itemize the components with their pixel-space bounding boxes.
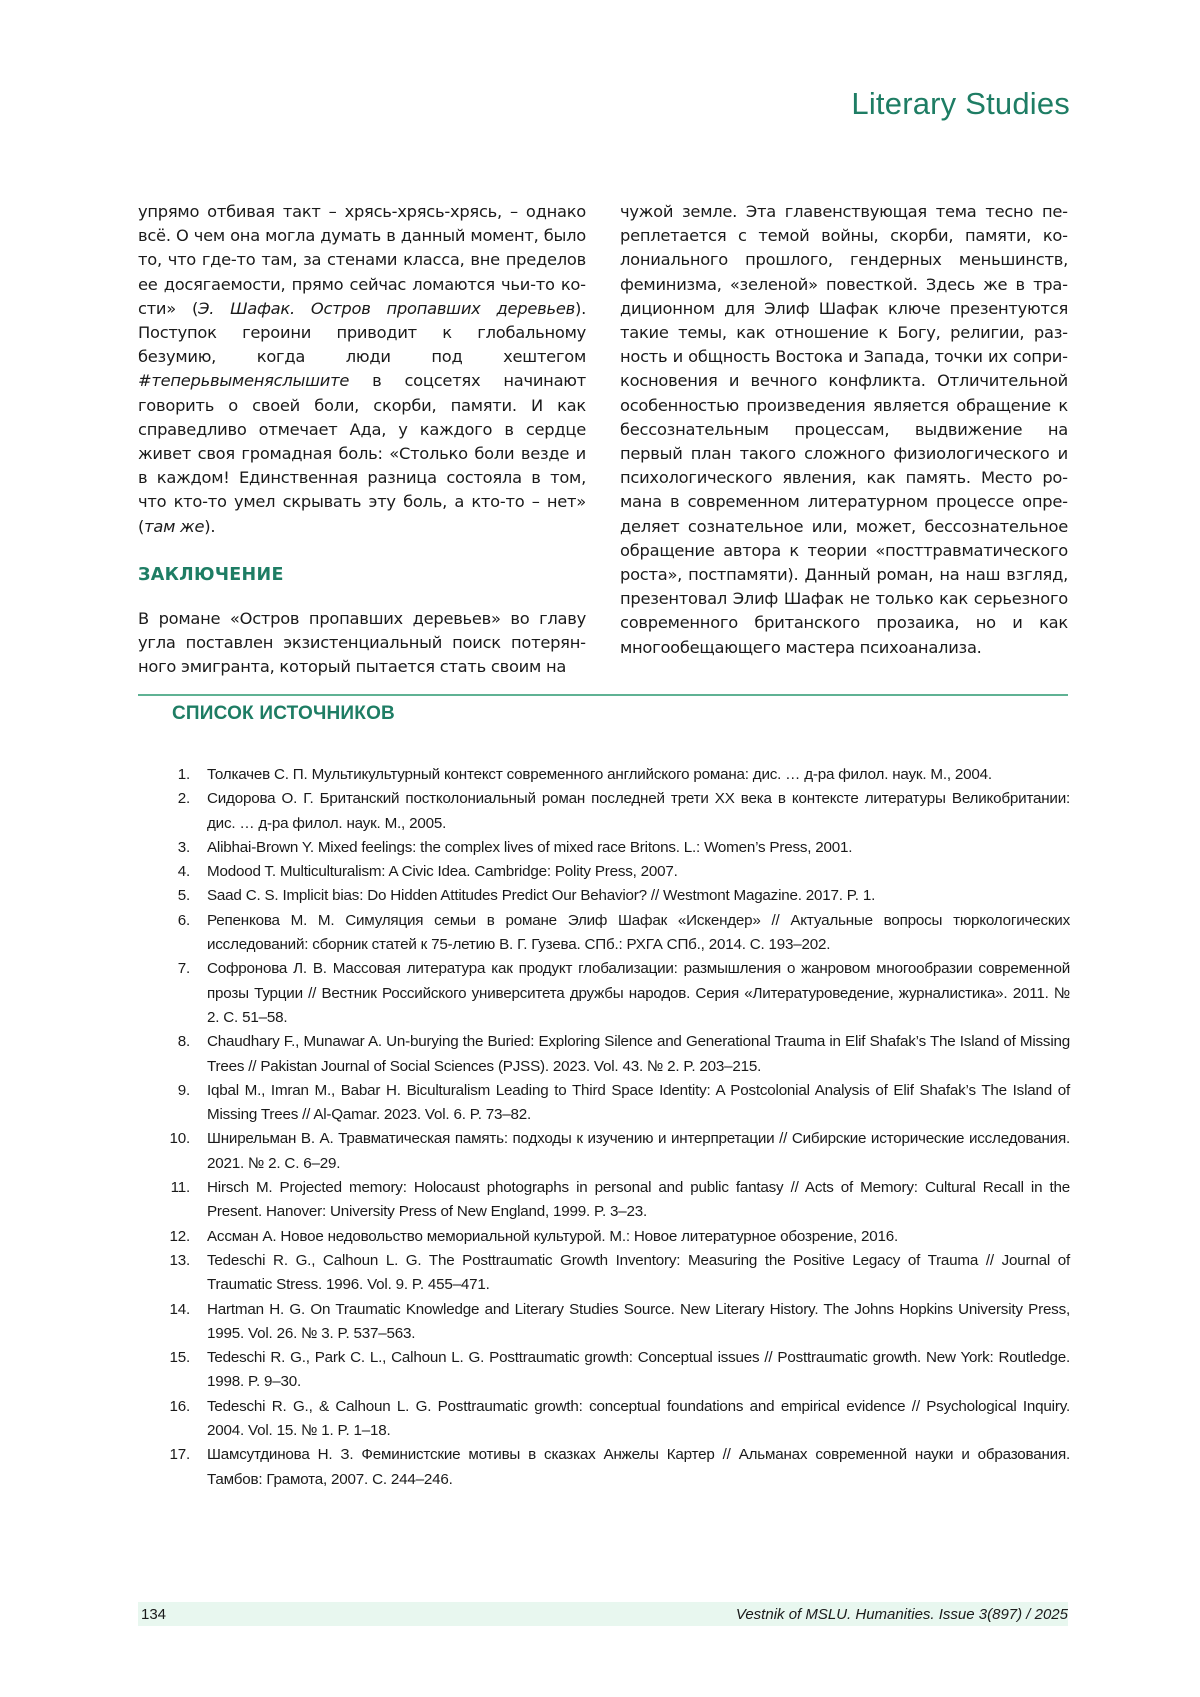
text-segment: упрямо отбивая такт – хрясь-хрясь-хрясь, – однако всё. О чем она могла думать в данный момент, было то, что где-то там, за стенами класса, вне пределов ее досягаемости, прямо сейчас ломаются чьи-то кости» ( — [138, 202, 586, 318]
reference-item — [160, 884, 1070, 908]
left-column — [138, 200, 586, 679]
reference-item — [160, 763, 1070, 787]
reference-item — [160, 1030, 1070, 1079]
reference-number: 1. — [177, 766, 190, 783]
page-footer — [138, 1602, 1068, 1626]
reference-number: 5. — [177, 887, 190, 905]
reference-number: 15. — [169, 1349, 190, 1367]
reference-text: Шнирельман В. А. Травматическая память: подходы к изучению и интерпретации // Сибирские исторические исследования. 2021. № 2. С. 6–29. — [207, 1130, 1070, 1172]
text-segment: в соцсетях начинают говорить о своей боли, скорби, памяти. И как справедливо отмечает Ада, у каждого в сердце живет своя громадная боль: «Столько боли везде и в каждом! Единственная разница состояла в том, что кто-то умел скрывать эту боль, а кто-то – нет» ( — [138, 371, 586, 536]
reference-item — [160, 1298, 1070, 1347]
text-segment: ). — [204, 516, 216, 536]
reference-text: Шамсутдинова Н. З. Феминистские мотивы в сказках Анжелы Картер // Альманах современной науки и образования. Тамбов: Грамота, 2007. С. 244–246. — [207, 1446, 1070, 1488]
reference-number: 12. — [169, 1227, 190, 1245]
reference-number: 4. — [177, 863, 190, 881]
reference-text: Толкачев С. П. Мультикультурный контекст современного английского романа: дис. … д-ра филол. наук. М., 2004. — [207, 766, 992, 783]
reference-item — [160, 1127, 1070, 1176]
journal-citation: Vestnik of MSLU. Humanities. Issue 3(897) / 2025 — [735, 1605, 1068, 1623]
reference-number: 8. — [177, 1033, 190, 1051]
reference-text: Hirsch M. Projected memory: Holocaust photographs in personal and public fantasy // Acts of Memory: Cultural Recall in the Present. Hanover: University Press of New England, 1999. P. 3–23. — [207, 1179, 1070, 1221]
reference-number: 13. — [169, 1251, 190, 1269]
citation-source: Э. Шафак. Остров пропавших деревьев — [198, 298, 575, 318]
running-head: Literary Studies — [851, 86, 1070, 121]
references-heading: СПИСОК ИСТОЧНИКОВ — [172, 703, 395, 724]
reference-text: Modood T. Multiculturalism: A Civic Idea. Cambridge: Polity Press, 2007. — [207, 863, 678, 881]
reference-text: Сидорова О. Г. Британский постколониальный роман последней трети XX века в контексте литературы Великобритании: дис. … д-ра филол. наук. М., 2005. — [207, 790, 1070, 832]
ibid-citation: там же — [144, 516, 205, 536]
reference-item — [160, 909, 1070, 958]
reference-text: Репенкова М. М. Симуляция семьи в романе Элиф Шафак «Искендер» // Актуальные вопросы тюркологических исследований: сборник статей к 75-летию В. Г. Гузева. СПб.: РХГА СПб., 2014. С. 193–202. — [207, 911, 1070, 954]
right-column — [620, 200, 1068, 679]
reference-text: Chaudhary F., Munawar A. Un-burying the Buried: Exploring Silence and Generational Trauma in Elif Shafak’s The Island of Missing Trees // Pakistan Journal of Social Sciences (PJSS). 2023. Vol. 43. № 2. P. 203–215. — [207, 1033, 1070, 1075]
body-paragraph — [138, 200, 586, 539]
reference-number: 11. — [170, 1179, 190, 1197]
reference-item — [160, 1346, 1070, 1395]
reference-item — [160, 860, 1070, 884]
reference-item — [160, 787, 1070, 836]
reference-item — [160, 836, 1070, 860]
page-number: 134 — [141, 1605, 167, 1623]
reference-number: 2. — [177, 790, 190, 808]
reference-text: Софронова Л. В. Массовая литература как продукт глобализации: размышления о жанровом многообразии современной прозы Турции // Вестник Российского университета дружбы народов. Серия «Литературоведение, журналистика». 2011. № 2. С. 51–58. — [207, 960, 1070, 1026]
reference-item — [160, 1395, 1070, 1444]
reference-number: 9. — [177, 1081, 190, 1099]
reference-number: 6. — [177, 911, 190, 929]
reference-text: Saad C. S. Implicit bias: Do Hidden Attitudes Predict Our Behavior? // Westmont Magazine. 2017. P. 1. — [207, 887, 876, 905]
reference-number: 10. — [169, 1130, 190, 1148]
reference-number: 14. — [169, 1300, 190, 1318]
reference-item — [160, 957, 1070, 1030]
conclusion-paragraph-continued: чужой земле. Эта главенствующая тема тесно переплетается с темой войны, скорби, памяти, колониального прошлого, гендерных меньшинств, феминизма, «зеленой» повесткой. Здесь же в традиционном для Элиф Шафак ключе презентуются такие темы, как отношение к Богу, религии, разность и общность Востока и Запада, точки их соприкосновения и вечного конфликта. Отличительной особенностью произведения является обращение к бессознательным процессам, выдвижение на первый план такого сложного физиологического и психологического явления, как память. Место романа в современном литературном процессе определяет сознательное или, может, бессознательное обращение автора к теории «посттравматического роста», постпамяти). Данный роман, на наш взгляд, презентовал Элиф Шафак не только как серьезного современного британского прозаика, но и как многообещающего мастера психоанализа. — [620, 202, 1068, 657]
body-columns — [138, 200, 1068, 679]
references-list — [160, 763, 1070, 1492]
reference-item — [160, 1225, 1070, 1249]
hashtag: #теперьвыменяслышите — [138, 371, 350, 391]
reference-text: Tedeschi R. G., Park C. L., Calhoun L. G. Posttraumatic growth: Conceptual issues // Posttraumatic growth. New York: Routledge. 1998. P. 9–30. — [207, 1349, 1070, 1391]
reference-number: 7. — [177, 960, 190, 978]
reference-number: 16. — [169, 1397, 190, 1415]
text-segment: ). Поступок героини приводит к глобальному безумию, когда люди под хештегом — [138, 298, 586, 367]
reference-text: Hartman H. G. On Traumatic Knowledge and Literary Studies Source. New Literary History. The Johns Hopkins University Press, 1995. Vol. 26. № 3. P. 537–563. — [207, 1300, 1070, 1342]
reference-item — [160, 1249, 1070, 1298]
reference-text: Iqbal M., Imran M., Babar H. Biculturalism Leading to Third Space Identity: A Postcolonial Analysis of Elif Shafak’s The Island of Missing Trees // Al-Qamar. 2023. Vol. 6. P. 73–82. — [207, 1081, 1070, 1124]
conclusion-heading: ЗАКЛЮЧЕНИЕ — [138, 564, 284, 585]
reference-number: 17. — [169, 1446, 190, 1464]
reference-item — [160, 1176, 1070, 1225]
reference-item — [160, 1079, 1070, 1128]
reference-item — [160, 1443, 1070, 1492]
reference-number: 3. — [177, 838, 190, 856]
conclusion-paragraph: В романе «Остров пропавших деревьев» во главу угла поставлен экзистенциальный поиск потерянного эмигранта, который пытается стать своим на — [138, 608, 586, 677]
section-divider — [138, 694, 1068, 696]
reference-text: Alibhai-Brown Y. Mixed feelings: the complex lives of mixed race Britons. L.: Women’s Press, 2001. — [207, 838, 853, 856]
reference-text: Tedeschi R. G., Calhoun L. G. The Posttraumatic Growth Inventory: Measuring the Positive Legacy of Trauma // Journal of Traumatic Stress. 1996. Vol. 9. P. 455–471. — [207, 1251, 1070, 1294]
reference-text: Tedeschi R. G., & Calhoun L. G. Posttraumatic growth: conceptual foundations and empirical evidence // Psychological Inquiry. 2004. Vol. 15. № 1. P. 1–18. — [207, 1397, 1070, 1440]
reference-text: Ассман А. Новое недовольство мемориальной культурой. М.: Новое литературное обозрение, 2016. — [207, 1227, 899, 1245]
